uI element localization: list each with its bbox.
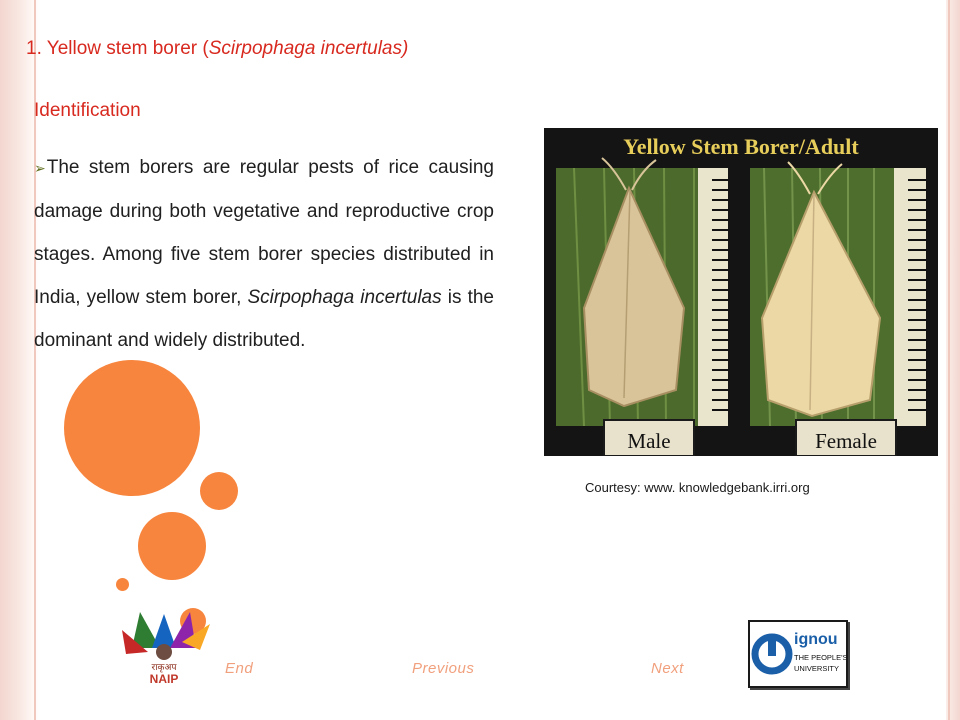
photo-label-male: Male [627,429,671,453]
moth-photo [544,128,938,456]
ignou-wordmark: ignou [794,631,838,648]
paragraph-species-name: Scirpophaga incertulas [247,287,442,308]
naip-script-text: राकृअप [151,663,177,673]
ignou-subtitle-2: UNIVERSITY [794,664,840,673]
end-link[interactable]: End [225,660,254,677]
body-paragraph [34,146,494,362]
ignou-subtitle-1: THE PEOPLE'S [794,653,846,662]
decorative-circle [200,472,238,510]
photo-heading: Yellow Stem Borer/Adult [623,134,859,159]
decorative-circle-small [116,578,129,591]
naip-logo [118,608,222,686]
decorative-circle-medium [138,512,206,580]
section-subheading: Identification [34,100,141,121]
slide-title-species: Scirpophaga incertulas) [208,38,409,59]
image-caption: Courtesy: www. knowledgebank.irri.org [585,480,810,495]
slide-title-text: 1. Yellow stem borer ( [26,38,209,59]
decorative-circle-large [64,360,200,496]
right-border-line [948,0,950,720]
paragraph-text-1: The stem borers are regular pests of rice causing damage during both vegetative and reproductive crop stages. Among five stem borer species distributed in India, yellow stem borer, [34,157,494,308]
previous-link[interactable]: Previous [412,660,475,677]
ignou-logo [748,620,848,688]
arrow-bullet-icon: ➢ [34,160,46,176]
naip-text: NAIP [149,672,179,686]
next-link[interactable]: Next [651,660,684,677]
photo-label-female: Female [815,429,877,453]
slide-title [26,38,466,60]
paragraph-text-2: is the dominant and widely distributed. [34,287,494,351]
